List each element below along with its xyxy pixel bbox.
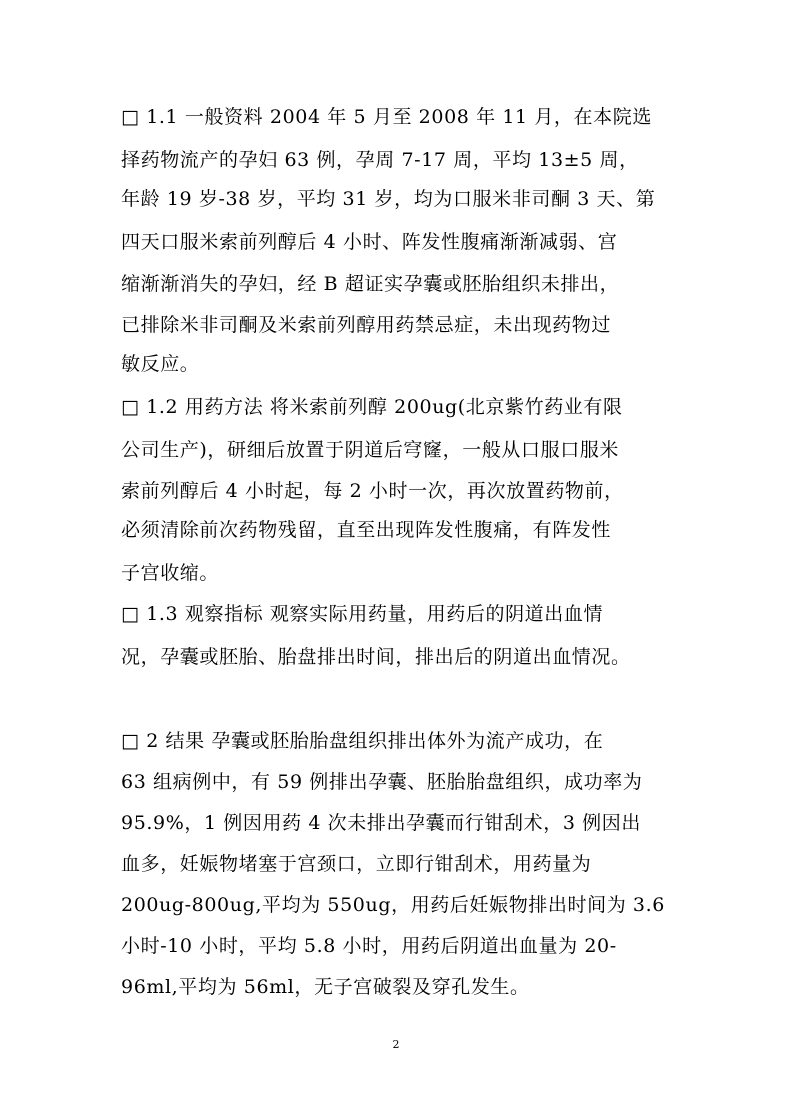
text-line: 敏反应。 [121, 353, 200, 375]
text-line: 公司生产)，研细后放置于阴道后穹窿，一般从口服口服米 [121, 439, 620, 461]
text-line: 必须清除前次药物残留，直至出现阵发性腹痛，有阵发性 [121, 519, 612, 541]
text-line: 四天口服米索前列醇后 4 小时、阵发性腹痛渐渐减弱、宫 [121, 231, 618, 253]
text-line: □ 1.2 用药方法 将米索前列醇 200ug(北京紫竹药业有限 [121, 396, 623, 418]
page-number: 2 [392, 1038, 400, 1051]
text-line: 况，孕囊或胚胎、胎盘排出时间，排出后的阴道出血情况。 [121, 646, 631, 668]
text-line: 子宫收缩。 [121, 562, 220, 584]
text-line: □ 2 结果 孕囊或胚胎胎盘组织排出体外为流产成功，在 [121, 730, 604, 752]
text-line: 95.9%，1 例因用药 4 次未排出孕囊而行钳刮术，3 例因出 [121, 812, 641, 834]
text-line: □ 1.1 一般资料 2004 年 5 月至 2008 年 11 月，在本院选 [121, 106, 652, 128]
text-line: 择药物流产的孕妇 63 例，孕周 7-17 周，平均 13±5 周， [121, 149, 639, 171]
text-line: 索前列醇后 4 小时起，每 2 小时一次，再次放置药物前， [121, 480, 624, 502]
text-line: 200ug-800ug,平均为 550ug，用药后妊娠物排出时间为 3.6 [121, 894, 665, 916]
text-line: 缩渐渐消失的孕妇，经 B 超证实孕囊或胚胎组织未排出， [121, 273, 620, 295]
text-line: 小时-10 小时，平均 5.8 小时，用药后阴道出血量为 20- [121, 935, 617, 957]
text-line: 年龄 19 岁-38 岁，平均 31 岁，均为口服米非司酮 3 天、第 [121, 188, 656, 210]
text-line: 已排除米非司酮及米索前列醇用药禁忌症，未出现药物过 [121, 314, 612, 336]
text-line: □ 1.3 观察指标 观察实际用药量，用药后的阴道出血情 [121, 603, 604, 625]
text-line: 63 组病例中，有 59 例排出孕囊、胚胎胎盘组织，成功率为 [121, 771, 643, 793]
text-line: 血多，妊娠物堵塞于宫颈口，立即行钳刮术，用药量为 [121, 853, 592, 875]
text-line: 96ml,平均为 56ml，无子宫破裂及穿孔发生。 [121, 976, 530, 998]
